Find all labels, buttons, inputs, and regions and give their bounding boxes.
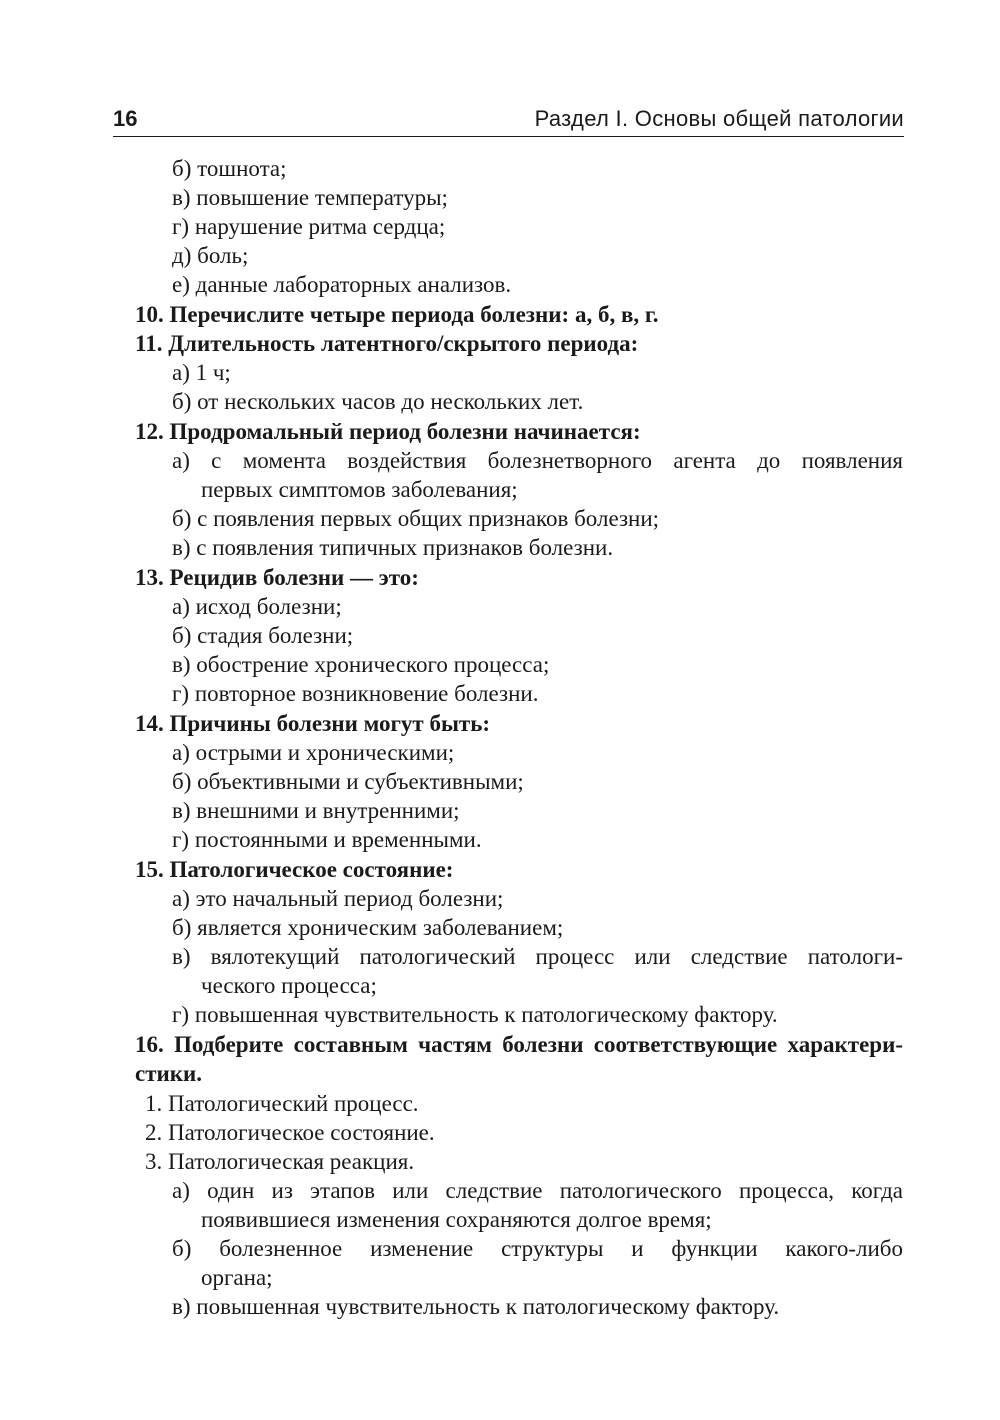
- numbered-item: 3. Патологическая реакция.: [145, 1149, 415, 1174]
- question-12: 12. Продромальный период болезни начинается:: [135, 419, 641, 444]
- option-line: б) от нескольких часов до нескольких лет.: [172, 389, 584, 414]
- option-line: в) с появления типичных признаков болезни.: [172, 535, 614, 560]
- numbered-item: 2. Патологическое состояние.: [145, 1120, 435, 1145]
- option-line: б) является хроническим заболеванием;: [172, 915, 564, 940]
- option-line: б) с появления первых общих признаков болезни;: [172, 506, 660, 531]
- option-line: в) внешними и внутренними;: [172, 798, 460, 823]
- question-11: 11. Длительность латентного/скрытого периода:: [135, 331, 639, 356]
- option-line: в) повышение температуры;: [172, 185, 448, 210]
- option-line: а) один из этапов или следствие патологического процесса, когда: [172, 1178, 903, 1203]
- option-line: е) данные лабораторных анализов.: [172, 272, 512, 297]
- page-number: 16: [113, 106, 138, 131]
- question-10: 10. Перечислите четыре периода болезни: а, б, в, г.: [135, 302, 659, 327]
- option-line: а) исход болезни;: [172, 594, 342, 619]
- question-16-continuation: стики.: [135, 1061, 203, 1086]
- option-line: д) боль;: [172, 243, 249, 268]
- numbered-item: 1. Патологический процесс.: [145, 1091, 419, 1116]
- option-continuation: ческого процесса;: [201, 973, 377, 998]
- option-line: б) болезненное изменение структуры и функции какого-либо: [172, 1236, 903, 1261]
- page-header: [113, 104, 904, 137]
- question-16: 16. Подберите составным частям болезни соответствующие характери-: [135, 1032, 903, 1057]
- option-continuation: первых симптомов заболевания;: [201, 477, 518, 502]
- question-14: 14. Причины болезни могут быть:: [135, 711, 491, 736]
- option-line: г) повторное возникновение болезни.: [172, 681, 539, 706]
- option-line: б) объективными и субъективными;: [172, 769, 524, 794]
- option-line: г) постоянными и временными.: [172, 827, 482, 852]
- option-line: б) стадия болезни;: [172, 623, 354, 648]
- option-line: а) это начальный период болезни;: [172, 886, 504, 911]
- option-continuation: появившиеся изменения сохраняются долгое время;: [201, 1207, 712, 1232]
- option-line: в) вялотекущий патологический процесс или следствие патологи-: [172, 944, 903, 969]
- option-line: г) повышенная чувствительность к патологическому фактору.: [172, 1002, 778, 1027]
- option-continuation: органа;: [201, 1265, 273, 1290]
- option-line: а) 1 ч;: [172, 360, 231, 385]
- option-line: г) нарушение ритма сердца;: [172, 214, 446, 239]
- option-line: а) острыми и хроническими;: [172, 740, 455, 765]
- option-line: в) обострение хронического процесса;: [172, 652, 550, 677]
- option-line: а) с момента воздействия болезнетворного агента до появления: [172, 448, 903, 473]
- running-head: Раздел I. Основы общей патологии: [534, 106, 904, 131]
- option-line: в) повышенная чувствительность к патологическому фактору.: [172, 1294, 780, 1319]
- question-13: 13. Рецидив болезни — это:: [135, 565, 419, 590]
- question-15: 15. Патологическое состояние:: [135, 857, 454, 882]
- option-line: б) тошнота;: [172, 156, 287, 181]
